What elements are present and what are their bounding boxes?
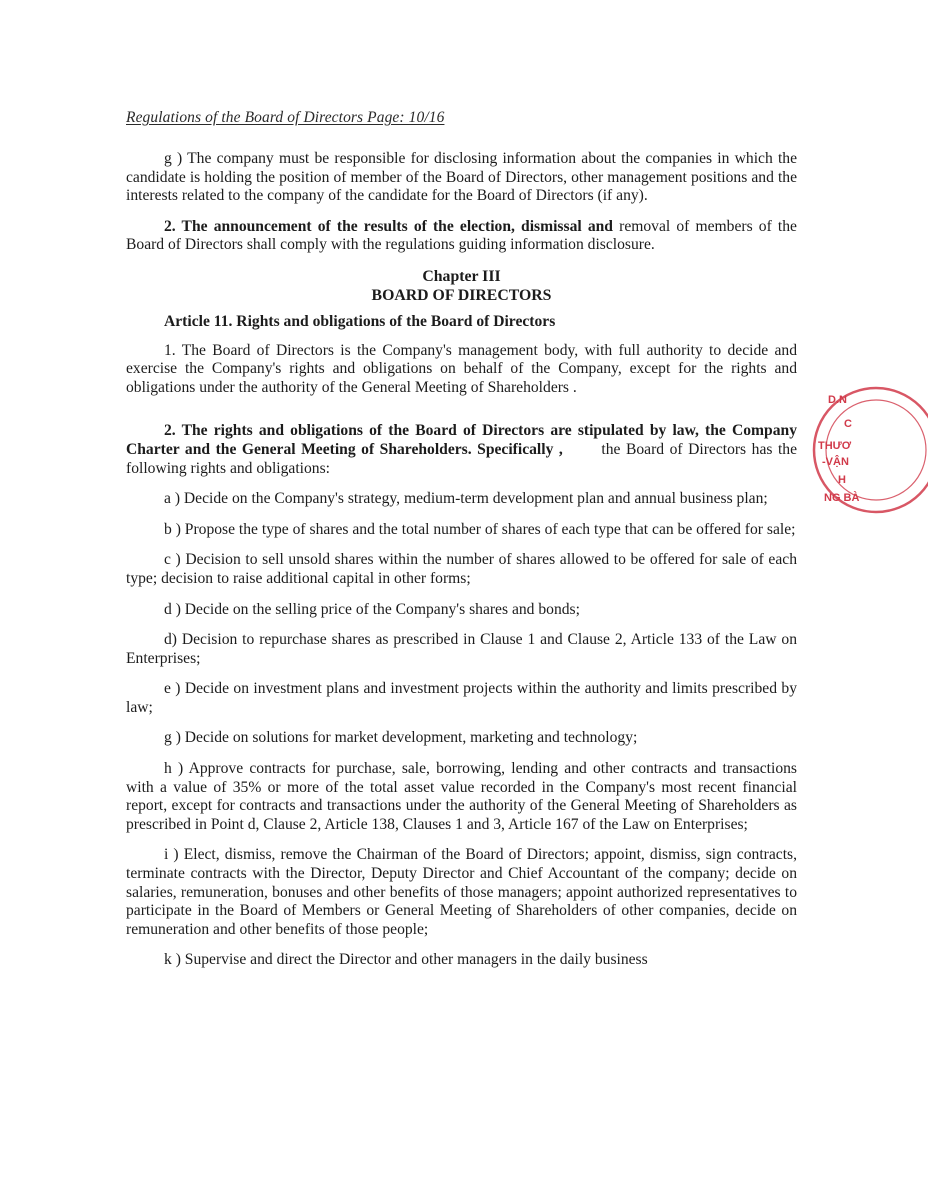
seal-text-3: THƯƠ <box>818 440 852 452</box>
paragraph-2-rest: removal of members of the Board of Directors shall comply with the regulations guiding information disclosure. <box>126 217 797 254</box>
item-d-price: d ) Decide on the selling price of the Company's shares and bonds; <box>164 600 580 618</box>
document-body <box>126 150 801 982</box>
item-i: i ) Elect, dismiss, remove the Chairman of the Board of Directors; appoint, dismiss, sign contracts, terminate contracts with the Director, Deputy Director and Chief Accountant of the company; decide on salaries, remuneration, bonuses and other benefits of those managers; appoint authorized representatives to participate in the Board of Members or General Meeting of Shareholders of other companies, decide on remuneration and other benefits of those people; <box>126 846 797 938</box>
article-clause-1: 1. The Board of Directors is the Company's management body, with full authority to decide and exercise the Company's rights and obligations on behalf of the Company, except for the rights and obligations under the authority of the General Meeting of Shareholders . <box>126 341 797 396</box>
item-a: a ) Decide on the Company's strategy, medium-term development plan and annual business plan; <box>164 490 768 508</box>
item-g: g ) Decide on solutions for market development, marketing and technology; <box>164 729 638 747</box>
seal-text-5: H <box>838 474 846 486</box>
item-h: h ) Approve contracts for purchase, sale, borrowing, lending and other contracts and transactions with a value of 35% or more of the total asset value recorded in the Company's most recent financial report, except for contracts and transactions under the authority of the General Meeting of Shareholders as prescribed in Point d, Clause 2, Article 138, Clauses 1 and 3, Article 167 of the Law on Enterprises; <box>126 760 797 833</box>
item-e: e ) Decide on investment plans and investment projects within the authority and limits prescribed by law; <box>126 680 797 716</box>
chapter-number: Chapter III <box>422 267 501 285</box>
article-clause-2-rest: the Board of Directors has the following rights and obligations: <box>126 440 801 477</box>
item-b: b ) Propose the type of shares and the total number of shares of each type that can be offered for sale; <box>164 520 796 538</box>
item-k: k ) Supervise and direct the Director and other managers in the daily business <box>164 951 648 969</box>
seal-text-4: -VẬN <box>822 456 849 468</box>
paragraph-g: g ) The company must be responsible for disclosing information about the companies in which the candidate is holding the position of member of the Board of Directors, other management positions and the interests related to the company of the candidate for the Board of Directors (if any). <box>126 150 797 205</box>
item-d-repurchase: d) Decision to repurchase shares as prescribed in Clause 1 and Clause 2, Article 133 of the Law on Enterprises; <box>126 631 797 667</box>
seal-text-6: NG BÀ <box>824 492 860 504</box>
chapter-title: BOARD OF DIRECTORS <box>371 286 552 304</box>
article-clause-2 <box>126 422 801 478</box>
article-title: Article 11. Rights and obligations of the Board of Directors <box>164 312 556 330</box>
page-header: Regulations of the Board of Directors Page: 10/16 <box>126 109 445 126</box>
paragraph-2-announcement <box>126 218 797 255</box>
company-seal-stamp <box>808 380 928 520</box>
paragraph-2-lead: 2. The announcement of the results of the election, dismissal and <box>164 217 613 235</box>
seal-text-1: D.N <box>828 394 847 406</box>
item-c: c ) Decision to sell unsold shares within the number of shares allowed to be offered for sale of each type; decision to raise additional capital in other forms; <box>126 551 797 587</box>
seal-text-2: C <box>844 418 852 430</box>
article-clause-2-lead: 2. The rights and obligations of the Board of Directors are stipulated by law, the Company Charter and the General Meeting of Shareholders. Specifically , <box>126 422 797 458</box>
